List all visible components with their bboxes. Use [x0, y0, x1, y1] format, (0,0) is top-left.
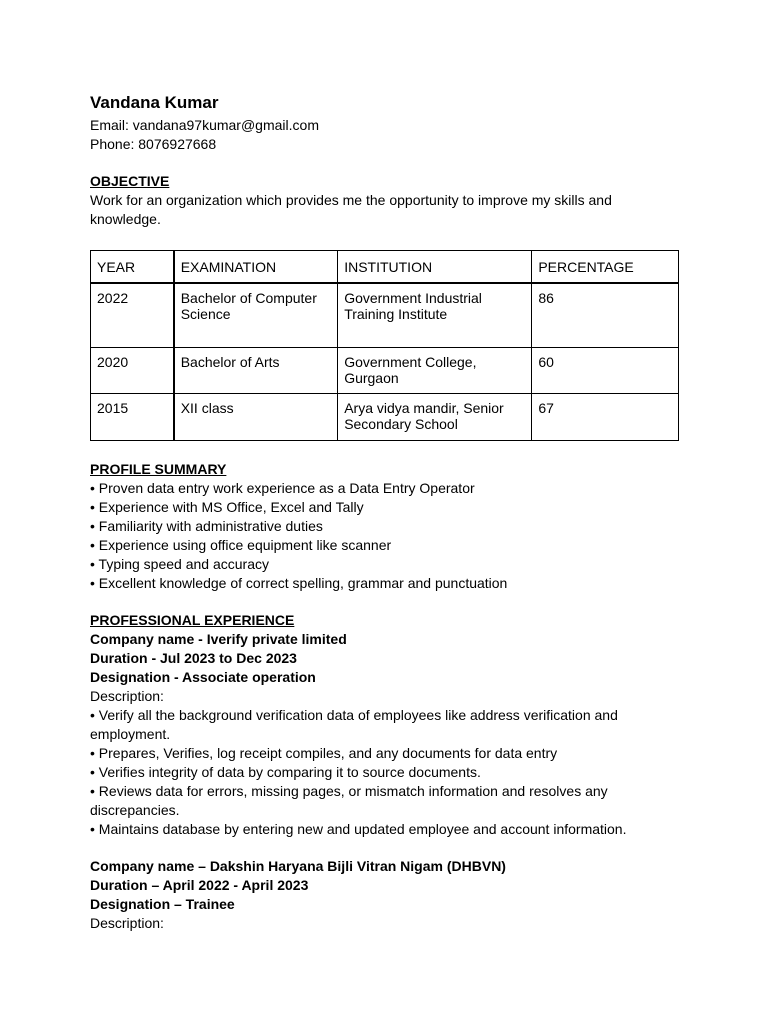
job-designation: Designation – Trainee [90, 896, 235, 912]
job-description-label: Description: [90, 915, 164, 931]
objective-text: Work for an organization which provides me the opportunity to improve my skills and knowledge. [90, 192, 612, 227]
list-item: • Maintains database by entering new and updated employee and account information. [90, 821, 627, 837]
percentage-cell: 60 [532, 348, 679, 394]
percentage-cell: 67 [532, 394, 679, 441]
job-duration: Duration – April 2022 - April 2023 [90, 877, 309, 893]
job-duration: Duration - Jul 2023 to Dec 2023 [90, 650, 297, 666]
profile-summary-heading: PROFILE SUMMARY [90, 461, 227, 477]
list-item: • Experience with MS Office, Excel and Tally [90, 499, 364, 515]
table-row [91, 348, 679, 394]
list-item: • Experience using office equipment like scanner [90, 537, 392, 553]
objective-heading: OBJECTIVE [90, 173, 170, 189]
list-item: • Proven data entry work experience as a Data Entry Operator [90, 480, 475, 496]
resume-content [90, 92, 680, 933]
year-cell: 2020 [91, 348, 174, 394]
list-item: • Typing speed and accuracy [90, 556, 269, 572]
column-header-institution: INSTITUTION [338, 251, 532, 284]
job-company: Company name – Dakshin Haryana Bijli Vitran Nigam (DHBVN) [90, 858, 506, 874]
list-item: • Prepares, Verifies, log receipt compiles, and any documents for data entry [90, 745, 558, 761]
examination-cell: Bachelor of Computer Science [174, 283, 338, 348]
column-header-year: YEAR [91, 251, 174, 284]
list-item: • Reviews data for errors, missing pages, or mismatch information and resolves any discrepancies. [90, 783, 608, 818]
job-company: Company name - Iverify private limited [90, 631, 347, 647]
institution-cell: Arya vidya mandir, Senior Secondary School [338, 394, 532, 441]
table-row [91, 394, 679, 441]
job-designation: Designation - Associate operation [90, 669, 316, 685]
percentage-cell: 86 [532, 283, 679, 348]
table-row [91, 283, 679, 348]
list-item: • Verifies integrity of data by comparing it to source documents. [90, 764, 481, 780]
institution-cell: Government College, Gurgaon [338, 348, 532, 394]
examination-cell: Bachelor of Arts [174, 348, 338, 394]
column-header-percentage: PERCENTAGE [532, 251, 679, 284]
professional-experience-heading: PROFESSIONAL EXPERIENCE [90, 612, 295, 628]
year-cell: 2022 [91, 283, 174, 348]
phone-line: Phone: 8076927668 [90, 136, 217, 152]
list-item: • Excellent knowledge of correct spelling, grammar and punctuation [90, 575, 508, 591]
email-line: Email: vandana97kumar@gmail.com [90, 117, 319, 133]
job-description-label: Description: [90, 688, 164, 704]
education-table [90, 250, 679, 441]
list-item: • Verify all the background verification data of employees like address verification and employment. [90, 707, 618, 742]
year-cell: 2015 [91, 394, 174, 441]
institution-cell: Government Industrial Training Institute [338, 283, 532, 348]
education-table-header [91, 251, 679, 284]
column-header-examination: EXAMINATION [174, 251, 338, 284]
candidate-name: Vandana Kumar [90, 93, 219, 112]
examination-cell: XII class [174, 394, 338, 441]
list-item: • Familiarity with administrative duties [90, 518, 323, 534]
